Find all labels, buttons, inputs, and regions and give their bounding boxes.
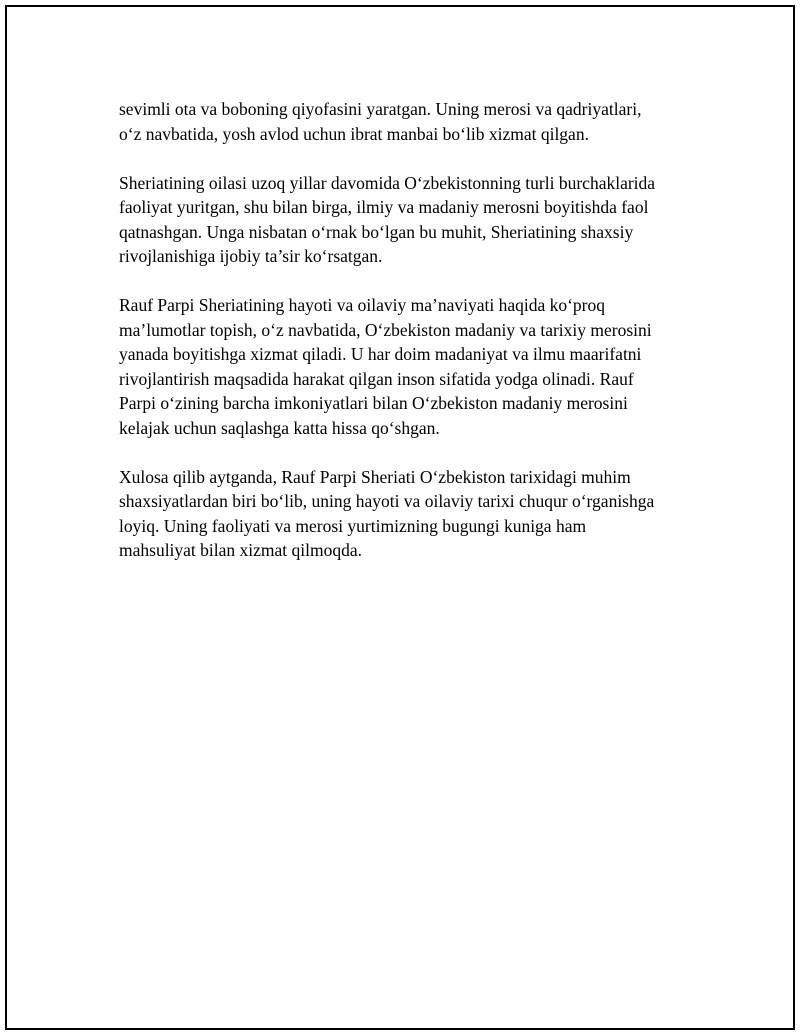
text-line: qatnashgan. Unga nisbatan o‘rnak bo‘lgan bu muhit, Sheriatining shaxsiy [119, 221, 634, 242]
document-body [119, 97, 709, 587]
text-line: loyiq. Uning faoliyati va merosi yurtimizning bugungi kuniga ham [119, 515, 587, 536]
paragraph [119, 97, 709, 146]
text-line: mahsuliyat bilan xizmat qilmoqda. [119, 540, 363, 560]
text-line: sevimli ota va boboning qiyofasini yaratgan. Uning merosi va qadriyatlari, [119, 99, 642, 119]
paragraph [119, 465, 709, 563]
text-line: Rauf Parpi Sheriatining hayoti va oilaviy ma’naviyati haqida ko‘proq [119, 295, 605, 315]
text-line: o‘z navbatida, yosh avlod uchun ibrat manbai bo‘lib xizmat qilgan. [119, 123, 589, 144]
text-line: rivojlanishiga ijobiy ta’sir ko‘rsatgan. [119, 246, 383, 266]
text-line: ma’lumotlar topish, o‘z navbatida, O‘zbekiston madaniy va tarixiy merosini [119, 319, 652, 340]
document-page [5, 5, 795, 1030]
text-line: Xulosa qilib aytganda, Rauf Parpi Sheriati O‘zbekiston tarixidagi muhim [119, 466, 631, 487]
text-line: rivojlantirish maqsadida harakat qilgan inson sifatida yodga olinadi. Rauf [119, 368, 634, 389]
text-line: Sheriatining oilasi uzoq yillar davomida O‘zbekistonning turli burchaklarida [119, 172, 656, 193]
paragraph [119, 171, 709, 269]
paragraph [119, 293, 709, 440]
text-line: shaxsiyatlardan biri bo‘lib, uning hayoti va oilaviy tarixi chuqur o‘rganishga [119, 491, 655, 511]
text-line: yanada boyitishga xizmat qiladi. U har doim madaniyat va ilmu maarifatni [119, 344, 642, 364]
text-line: faoliyat yuritgan, shu bilan birga, ilmiy va madaniy merosni boyitishda faol [119, 197, 649, 217]
text-line: kelajak uchun saqlashga katta hissa qo‘shgan. [119, 417, 440, 438]
text-line: Parpi o‘zining barcha imkoniyatlari bilan O‘zbekiston madaniy merosini [119, 393, 628, 413]
